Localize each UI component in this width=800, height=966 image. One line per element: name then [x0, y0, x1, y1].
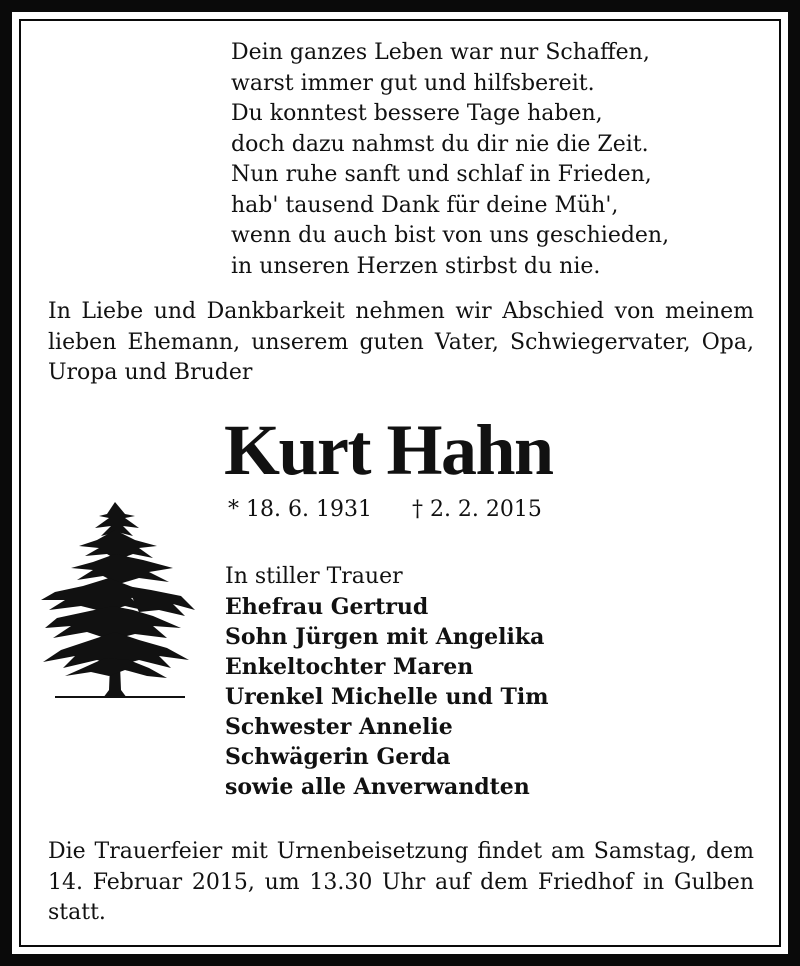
poem-line: hab' tausend Dank für deine Müh', [231, 192, 619, 218]
mourner: Ehefrau Gertrud [225, 594, 429, 620]
mourners-list [225, 562, 549, 802]
deceased-name: Kurt Hahn [224, 410, 553, 490]
poem-line: Nun ruhe sanft und schlaf in Frieden, [231, 162, 652, 187]
poem-line: Dein ganzes Leben war nur Schaffen, [231, 40, 650, 65]
death-date: † 2. 2. 2015 [411, 497, 542, 522]
poem-line: wenn du auch bist von uns geschieden, [231, 223, 670, 248]
poem-line: warst immer gut und hilfsbereit. [231, 70, 595, 96]
poem-line: Du konntest bessere Tage haben, [231, 101, 603, 126]
mourner: Schwägerin Gerda [225, 744, 451, 770]
intro-text: In Liebe und Dankbarkeit nehmen wir Abschied von meinem lieben Ehemann, unserem guten Vater, Schwiegervater, Opa, Uropa und Bruder [48, 299, 754, 385]
mourner: sowie alle Anverwandten [225, 774, 530, 800]
mourner: Enkeltochter Maren [225, 654, 474, 680]
mourner: Schwester Annelie [225, 714, 453, 740]
mourner: Sohn Jürgen mit Angelika [225, 624, 545, 650]
mourners-intro: In stiller Trauer [225, 564, 403, 589]
life-dates [228, 495, 542, 525]
poem-line: in unseren Herzen stirbst du nie. [231, 253, 601, 279]
mourner: Urenkel Michelle und Tim [225, 684, 549, 710]
birth-date: * 18. 6. 1931 [228, 497, 372, 522]
tree-icon [35, 500, 197, 706]
ceremony-notice: Die Trauerfeier mit Urnenbeisetzung findet am Samstag, dem 14. Februar 2015, um 13.30 Uhr auf dem Friedhof in Gulben statt. [48, 839, 754, 925]
poem-line: doch dazu nahmst du dir nie die Zeit. [231, 131, 649, 157]
poem [231, 38, 669, 282]
